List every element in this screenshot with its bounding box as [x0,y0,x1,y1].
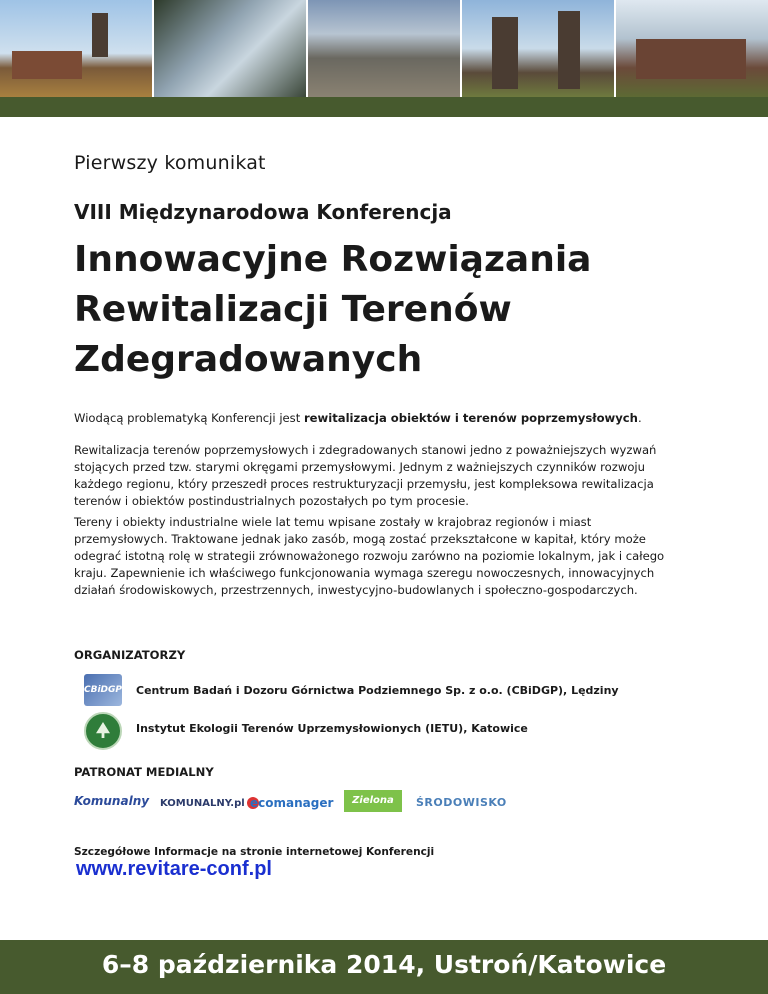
header-accent-bar [0,97,768,117]
mine-towers-photo [462,0,616,97]
komunalny-pl-text: KOMUNALNY.pl [160,798,245,809]
ietu-logo [84,712,122,750]
conference-website-link[interactable]: www.revitare-conf.pl [76,858,272,880]
steel-structure-photo [154,0,308,97]
lead-bold: rewitalizacja obiektów i terenów poprzemysłowych [303,411,638,425]
conference-edition: VIII Międzynarodowa Konferencja [74,200,452,224]
conference-title: Innowacyjne Rozwiązania Rewitalizacji Terenów Zdegradowanych [74,239,592,380]
organizer-name: Centrum Badań i Dozoru Górnictwa Podziemnego Sp. z o.o. (CBiDGP), Lędziny [136,684,619,697]
media-patronage-heading: PATRONAT MEDIALNY [74,765,214,779]
media-logos [74,788,694,816]
organizer-item [74,672,694,712]
organizers-heading: ORGANIZATORZY [74,648,186,662]
info-text: Szczegółowe Informacje na stronie internetowej Konferencji [74,846,435,858]
mine-aerial-photo [308,0,462,97]
zielona-logo: Zielona [344,790,402,812]
organizer-name: Instytut Ekologii Terenów Uprzemysłowionych (IETU), Katowice [136,722,528,735]
shaft-tower-shape [92,13,108,57]
industrial-building-photo [0,0,154,97]
komunalny-pl-logo [160,797,259,809]
header-photo-strip [0,0,768,97]
lead-suffix: . [637,411,642,425]
plant-shape [636,39,746,79]
industrial-plant-photo [616,0,768,97]
ecomanager-logo: ecomanager [250,796,334,810]
tower-shape [492,17,518,89]
footer-bar [0,940,768,994]
organizer-item [74,710,694,750]
announcement-label: Pierwszy komunikat [74,152,266,174]
komunalny-logo: Komunalny [74,794,150,808]
lead-paragraph [74,410,684,427]
body-paragraph: Rewitalizacja terenów poprzemysłowych i zdegradowanych stanowi jedno z poważniejszych wyzwań stojących przed tzw. starymi okręgami przemysłowymi. Jednym z ważniejszych czynników rozwoju każdego regionu, który przeszedł proces restrukturyzacji przemysłu, jest kompleksowa rewitalizacja terenów i obiektów postindustrialnych pozostałych po tym procesie. [74,443,657,508]
srodowisko-logo: ŚRODOWISKO [416,796,507,809]
tower-shape [558,11,580,89]
lead-prefix: Wiodącą problematyką Konferencji jest [74,411,304,425]
event-date-location: 6–8 października 2014, Ustroń/Katowice [101,950,667,979]
building-shape [12,51,82,79]
cbidgp-logo: CBiDGP [84,674,122,706]
body-paragraph: Tereny i obiekty industrialne wiele lat temu wpisane zostały w krajobraz regionów i miast przemysłowych. Traktowane jednak jako zasób, mogą zostać przekształcone w kapitał, który może odegrać istotną rolę w strategii zrównoważonego rozwoju zarówno na poziomie lokalnym, jak i całego kraju. Zapewnienie ich właściwego funkcjonowania wymaga szeregu nowoczesnych, innowacyjnych działań środowiskowych, przestrzennych, inwestycyjno-budowlanych i społeczno-gospodarczych. [74,515,665,597]
